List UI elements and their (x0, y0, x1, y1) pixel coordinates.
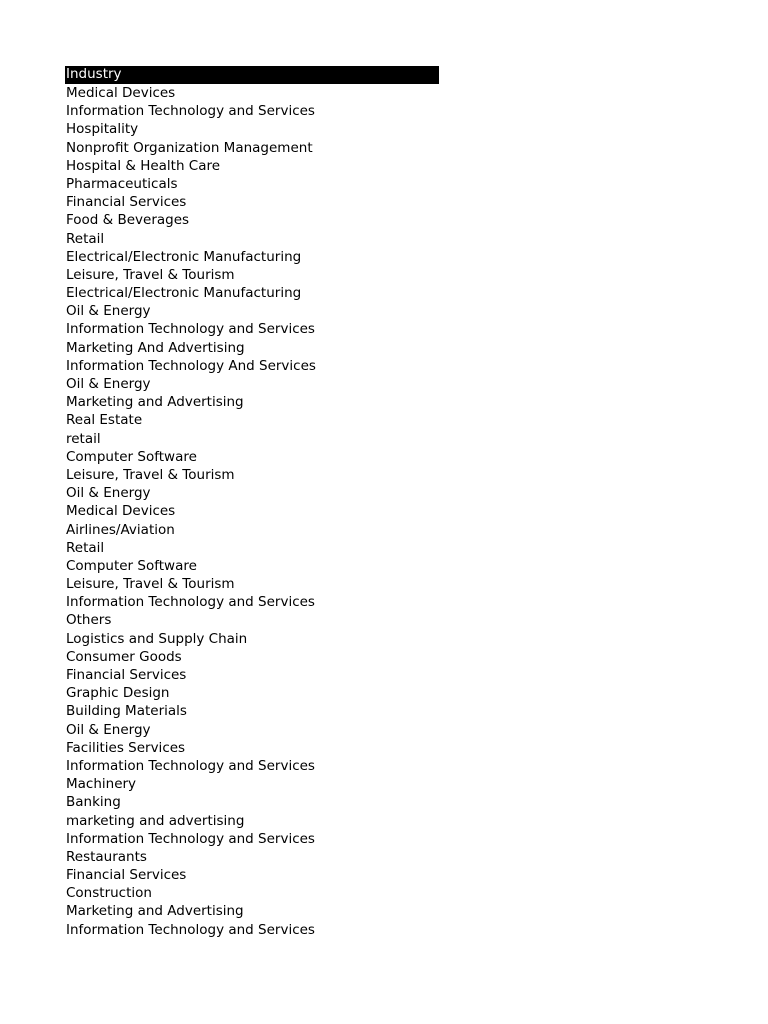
industry-row: Pharmaceuticals (66, 175, 178, 192)
industry-row: Others (66, 612, 112, 629)
industry-row: Information Technology and Services (66, 594, 315, 611)
industry-row: Information Technology and Services (66, 830, 315, 847)
industry-row: Leisure, Travel & Tourism (66, 576, 235, 593)
industry-row: Medical Devices (66, 85, 176, 101)
industry-row: Information Technology and Services (66, 921, 315, 938)
industry-column (65, 66, 439, 939)
industry-row: Computer Software (66, 448, 197, 465)
industry-row: Information Technology And Services (66, 357, 316, 374)
industry-list (65, 84, 439, 939)
industry-row: Oil & Energy (66, 485, 151, 502)
industry-row: marketing and advertising (66, 812, 245, 829)
industry-row: Facilities Services (66, 739, 186, 756)
industry-row: Information Technology and Services (66, 103, 315, 120)
industry-row: Consumer Goods (66, 648, 182, 665)
industry-row: Oil & Energy (66, 303, 151, 320)
industry-row: Real Estate (66, 412, 143, 429)
industry-row: retail (66, 430, 101, 447)
industry-row: Building Materials (66, 703, 187, 720)
industry-row: Graphic Design (66, 685, 170, 702)
industry-row: Electrical/Electronic Manufacturing (66, 285, 302, 302)
industry-row: Hospital & Health Care (66, 157, 221, 174)
industry-row: Medical Devices (66, 503, 176, 520)
industry-row: Food & Beverages (66, 212, 190, 229)
industry-row: Information Technology and Services (66, 321, 315, 338)
industry-header: Industry (65, 66, 439, 84)
industry-row: Retail (66, 230, 105, 247)
industry-row: Airlines/Aviation (66, 521, 175, 538)
industry-row: Financial Services (66, 667, 187, 683)
industry-row: Information Technology and Services (66, 757, 315, 774)
industry-row: Financial Services (66, 867, 187, 884)
industry-row: Logistics and Supply Chain (66, 630, 248, 647)
industry-row: Marketing and Advertising (66, 394, 244, 411)
industry-row: Oil & Energy (66, 721, 151, 738)
industry-row: Construction (66, 885, 152, 902)
industry-row: Hospitality (66, 121, 139, 138)
industry-row: Restaurants (66, 848, 147, 865)
industry-row: Financial Services (66, 194, 187, 211)
industry-row: Oil & Energy (66, 376, 151, 392)
industry-row: Leisure, Travel & Tourism (66, 466, 235, 483)
industry-row: Computer Software (66, 557, 197, 574)
industry-row: Retail (66, 539, 105, 556)
industry-row: Nonprofit Organization Management (66, 139, 313, 156)
industry-row: Banking (66, 794, 121, 811)
industry-row: Marketing And Advertising (66, 339, 245, 356)
industry-row: Electrical/Electronic Manufacturing (66, 248, 302, 265)
industry-row: Leisure, Travel & Tourism (66, 266, 235, 283)
industry-row: Machinery (66, 776, 137, 793)
industry-row: Marketing and Advertising (66, 903, 244, 920)
